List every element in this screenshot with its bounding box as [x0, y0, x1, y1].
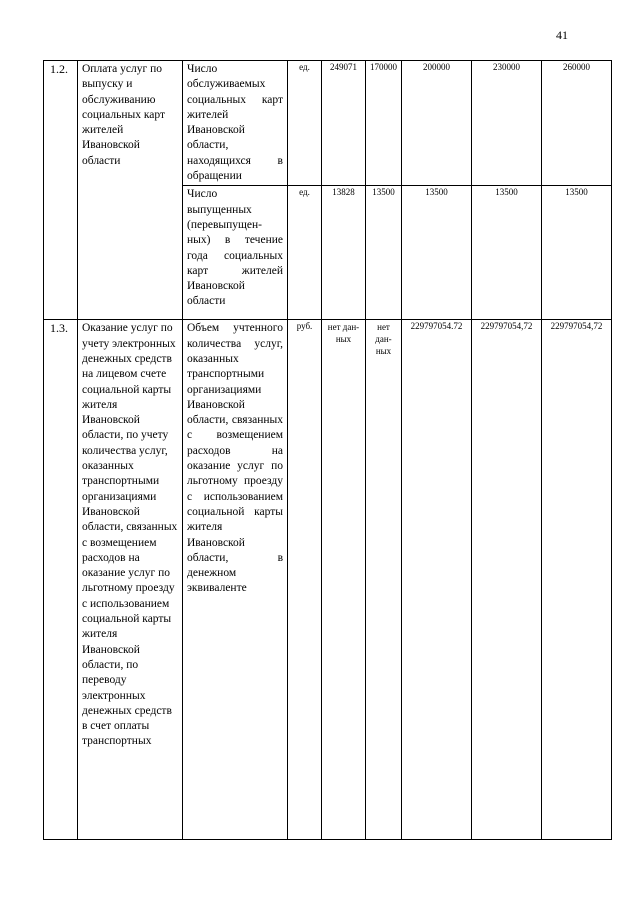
value-4: 13500: [472, 186, 542, 320]
indicator-name: Число обслуживаемых социальных карт жителей Ивановской области, находящихся в обращении: [183, 61, 288, 186]
page-number: 41: [556, 28, 568, 42]
activity-name: Оказание услуг по учету электронных денежных средств на лицевом счете социальной карты жителя Ивановской области, по учету количества услуг, оказанных транспортными организациями Ивановской области, связанных с возмещением расходов на оказание услуг по льготному проезду с использованием социальной карты жителя Ивановской области, по переводу электронных денежных средств в счет оплаты транспортных: [78, 320, 183, 840]
unit: ед.: [288, 186, 322, 320]
unit: руб.: [288, 320, 322, 840]
value-1: нет дан-ных: [322, 320, 366, 840]
value-1: 13828: [322, 186, 366, 320]
value-1: 249071: [322, 61, 366, 186]
value-2: 13500: [366, 186, 402, 320]
value-5: 260000: [542, 61, 612, 186]
value-4: 230000: [472, 61, 542, 186]
row-number: 1.2.: [44, 61, 78, 320]
value-5: 13500: [542, 186, 612, 320]
indicator-name: Число выпущенных (перевыпущен-ных) в течение года социальных карт жителей Ивановской области: [183, 186, 288, 320]
table-row: [44, 320, 612, 840]
activity-name: Оплата услуг по выпуску и обслуживанию социальных карт жителей Ивановской области: [78, 61, 183, 320]
unit: ед.: [288, 61, 322, 186]
value-2: 170000: [366, 61, 402, 186]
value-4: 229797054,72: [472, 320, 542, 840]
value-3: 13500: [402, 186, 472, 320]
value-3: 229797054.72: [402, 320, 472, 840]
table-row: [44, 61, 612, 186]
row-number: 1.3.: [44, 320, 78, 840]
value-3: 200000: [402, 61, 472, 186]
indicator-name: Объем учтенного количества услуг, оказанных транспортными организациями Ивановской области, связанных с возмещением расходов на оказание услуг по льготному проезду с использованием социальной карты жителя Ивановской области, в денежном эквиваленте: [183, 320, 288, 840]
value-5: 229797054,72: [542, 320, 612, 840]
program-indicators-table: [43, 60, 612, 840]
value-2: нет дан-ных: [366, 320, 402, 840]
